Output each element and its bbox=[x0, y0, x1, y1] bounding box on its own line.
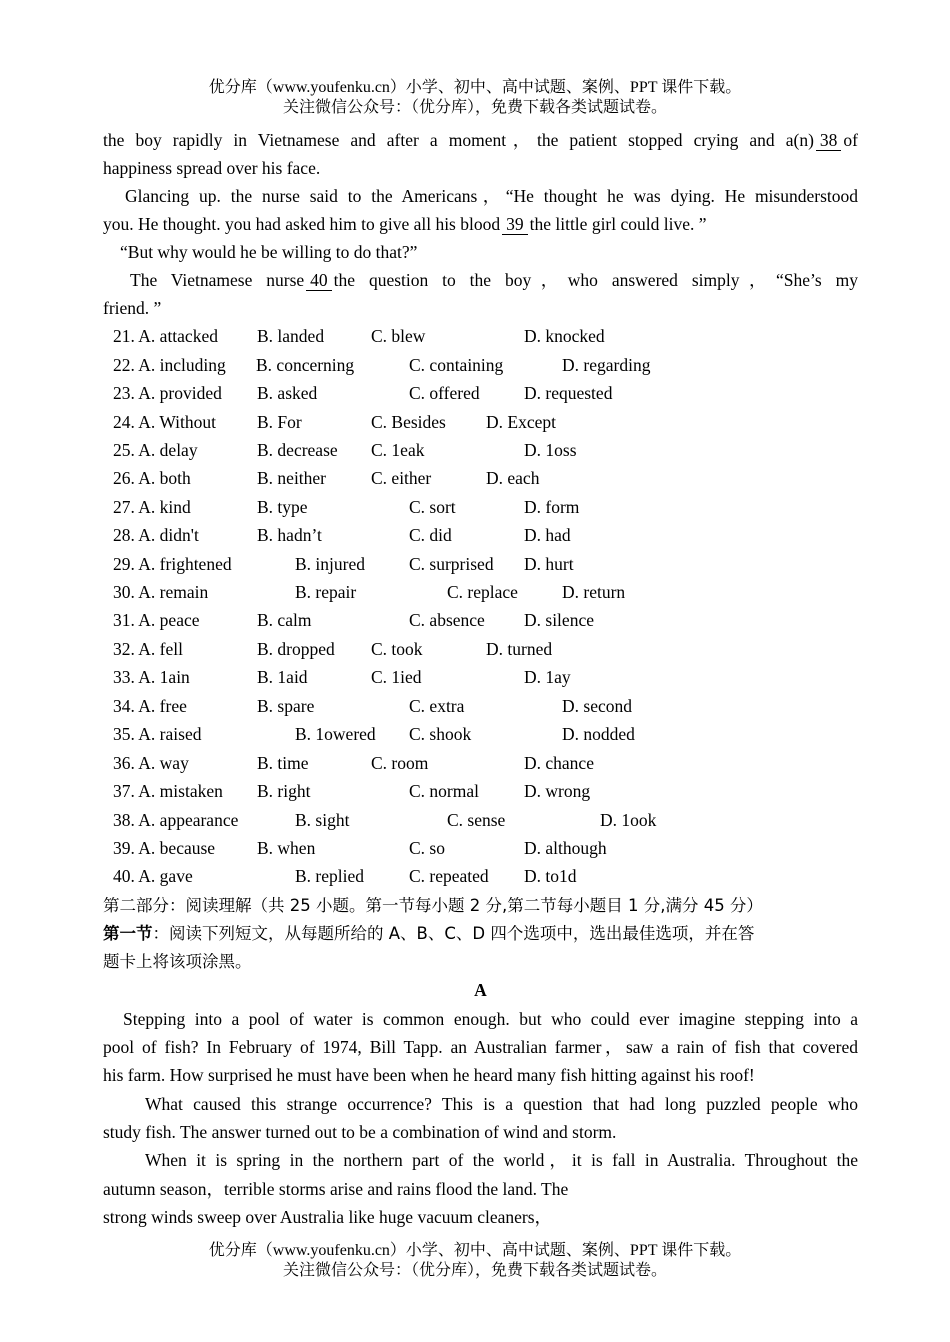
passage-line-6 bbox=[130, 266, 858, 294]
section1-text: ：阅读下列短文，从每题所给的 A、B、C、D 四个选项中，选出最佳选项，并在答 bbox=[152, 924, 755, 943]
q25-b: B. decrease bbox=[257, 440, 338, 460]
q27-a: 27. A. kind bbox=[113, 497, 191, 517]
reading-a-line: Stepping into a pool of water is common enough. but who could ever imagine stepping into a bbox=[123, 1009, 858, 1029]
q36-d: D. chance bbox=[524, 753, 594, 773]
q22-b: B. concerning bbox=[256, 355, 355, 375]
passage-line-5: “But why would he be willing to do that?” bbox=[120, 242, 418, 262]
q31-b: B. calm bbox=[257, 610, 312, 630]
q38-d: D. 1ook bbox=[600, 810, 657, 830]
q24-d: D. Except bbox=[486, 412, 556, 432]
footer-line-1: 优分库（www.youfenku.cn）小学、初中、高中试题、案例、PPT 课件下载。 bbox=[208, 1242, 742, 1259]
q37-b: B. right bbox=[257, 781, 311, 801]
q29-d: D. hurt bbox=[524, 554, 574, 574]
blank-40: 40 bbox=[306, 271, 332, 291]
q35-c: C. shook bbox=[409, 724, 472, 744]
q21-d: D. knocked bbox=[524, 326, 605, 346]
q36-c: C. room bbox=[371, 753, 429, 773]
q35-b: B. 1owered bbox=[295, 724, 376, 744]
q37-c: C. normal bbox=[409, 781, 479, 801]
q39-d: D. although bbox=[524, 838, 607, 858]
q21-c: C. blew bbox=[371, 326, 426, 346]
part2-title: 第二部分：阅读理解（共 25 小题。第一节每小题 2 分,第二节每小题目 1 分,满分 45 分） bbox=[103, 896, 763, 915]
q23-d: D. requested bbox=[524, 383, 613, 403]
q39-a: 39. A. because bbox=[113, 838, 216, 858]
q38-c: C. sense bbox=[447, 810, 506, 830]
passage-text: the boy rapidly in Vietnamese and after a moment，the patient stopped crying and a(n) bbox=[103, 130, 814, 150]
reading-a-line: study fish. The answer turned out to be a combination of wind and storm. bbox=[103, 1122, 617, 1142]
passage-text: The Vietnamese nurse bbox=[130, 270, 305, 290]
header-line-2: 关注微信公众号：（优分库），免费下载各类试题试卷。 bbox=[282, 99, 667, 116]
q31-a: 31. A. peace bbox=[113, 610, 200, 630]
footer-line-2: 关注微信公众号：（优分库），免费下载各类试题试卷。 bbox=[282, 1262, 667, 1279]
passage-a-title: A bbox=[474, 980, 487, 1000]
q32-c: C. took bbox=[371, 639, 423, 659]
q38-b: B. sight bbox=[295, 810, 350, 830]
q37-d: D. wrong bbox=[524, 781, 591, 801]
q37-a: 37. A. mistaken bbox=[113, 781, 223, 801]
passage-line-1 bbox=[103, 126, 858, 154]
q40-a: 40. A. gave bbox=[113, 866, 193, 886]
passage-text: of bbox=[843, 130, 858, 150]
q26-c: C. either bbox=[371, 468, 432, 488]
q35-a: 35. A. raised bbox=[113, 724, 202, 744]
q23-c: C. offered bbox=[409, 383, 480, 403]
q33-b: B. 1aid bbox=[257, 667, 308, 687]
q27-c: C. sort bbox=[409, 497, 456, 517]
reading-a-line: pool of fish? In February of 1974, Bill Tapp. an Australian farmer，saw a rain of fish that covered bbox=[103, 1037, 858, 1057]
q40-b: B. replied bbox=[295, 866, 365, 886]
section1-instruction-cont: 题卡上将该项涂黑。 bbox=[103, 952, 252, 971]
q31-c: C. absence bbox=[409, 610, 485, 630]
reading-a-line: strong winds sweep over Australia like huge vacuum cleaners， bbox=[103, 1207, 553, 1227]
blank-38: 38 bbox=[816, 131, 842, 151]
q24-b: B. For bbox=[257, 412, 302, 432]
q24-c: C. Besides bbox=[371, 412, 446, 432]
q23-a: 23. A. provided bbox=[113, 383, 222, 403]
section1-label: 第一节 bbox=[103, 924, 153, 943]
q33-a: 33. A. 1ain bbox=[113, 667, 190, 687]
q28-d: D. had bbox=[524, 525, 571, 545]
q30-a: 30. A. remain bbox=[113, 582, 209, 602]
q27-d: D. form bbox=[524, 497, 580, 517]
q30-d: D. return bbox=[562, 582, 626, 602]
q40-c: C. repeated bbox=[409, 866, 489, 886]
q25-c: C. 1eak bbox=[371, 440, 425, 460]
q25-d: D. 1oss bbox=[524, 440, 577, 460]
q33-c: C. 1ied bbox=[371, 667, 422, 687]
q38-a: 38. A. appearance bbox=[113, 810, 239, 830]
q32-d: D. turned bbox=[486, 639, 553, 659]
passage-line-4 bbox=[103, 210, 858, 238]
q28-c: C. did bbox=[409, 525, 452, 545]
q35-d: D. nodded bbox=[562, 724, 635, 744]
q30-c: C. replace bbox=[447, 582, 518, 602]
q29-a: 29. A. frightened bbox=[113, 554, 232, 574]
q36-b: B. time bbox=[257, 753, 309, 773]
q30-b: B. repair bbox=[295, 582, 357, 602]
section1-instruction bbox=[103, 920, 858, 948]
q25-a: 25. A. delay bbox=[113, 440, 198, 460]
q21-b: B. landed bbox=[257, 326, 325, 346]
header-line-1: 优分库（www.youfenku.cn）小学、初中、高中试题、案例、PPT 课件下载。 bbox=[208, 79, 742, 96]
reading-a-line: his farm. How surprised he must have been when he heard many fish hitting against his roof! bbox=[103, 1065, 755, 1085]
q39-c: C. so bbox=[409, 838, 445, 858]
q34-c: C. extra bbox=[409, 696, 465, 716]
q26-b: B. neither bbox=[257, 468, 327, 488]
q21-a: 21. A. attacked bbox=[113, 326, 218, 346]
q36-a: 36. A. way bbox=[113, 753, 189, 773]
passage-line-2: happiness spread over his face. bbox=[103, 158, 321, 178]
q32-a: 32. A. fell bbox=[113, 639, 183, 659]
q34-d: D. second bbox=[562, 696, 632, 716]
q28-a: 28. A. didn't bbox=[113, 525, 199, 545]
passage-text: the question to the boy，who answered simply，“She’s my bbox=[333, 270, 858, 290]
q22-d: D. regarding bbox=[562, 355, 651, 375]
q29-c: C. surprised bbox=[409, 554, 494, 574]
q22-a: 22. A. including bbox=[113, 355, 226, 375]
q39-b: B. when bbox=[257, 838, 316, 858]
q28-b: B. hadn’t bbox=[257, 525, 322, 545]
q29-b: B. injured bbox=[295, 554, 365, 574]
passage-line-3: Glancing up. the nurse said to the Americans，“He thought he was dying. He misunderstood bbox=[125, 186, 858, 206]
q26-a: 26. A. both bbox=[113, 468, 191, 488]
q40-d: D. to1d bbox=[524, 866, 577, 886]
q26-d: D. each bbox=[486, 468, 540, 488]
q34-a: 34. A. free bbox=[113, 696, 187, 716]
q27-b: B. type bbox=[257, 497, 308, 517]
q34-b: B. spare bbox=[257, 696, 315, 716]
reading-a-line: When it is spring in the northern part of the world，it is fall in Australia. Throughout the bbox=[145, 1150, 858, 1170]
passage-text: the little girl could live. ” bbox=[529, 214, 707, 234]
q31-d: D. silence bbox=[524, 610, 594, 630]
q33-d: D. 1ay bbox=[524, 667, 571, 687]
q32-b: B. dropped bbox=[257, 639, 335, 659]
reading-a-line: autumn season，terrible storms arise and rains flood the land. The bbox=[103, 1179, 569, 1199]
q23-b: B. asked bbox=[257, 383, 318, 403]
reading-a-line: What caused this strange occurrence? This is a question that had long puzzled people who bbox=[145, 1094, 858, 1114]
blank-39: 39 bbox=[502, 215, 528, 235]
passage-line-7: friend. ” bbox=[103, 298, 162, 318]
q24-a: 24. A. Without bbox=[113, 412, 217, 432]
passage-text: you. He thought. you had asked him to give all his blood bbox=[103, 214, 501, 234]
q22-c: C. containing bbox=[409, 355, 504, 375]
